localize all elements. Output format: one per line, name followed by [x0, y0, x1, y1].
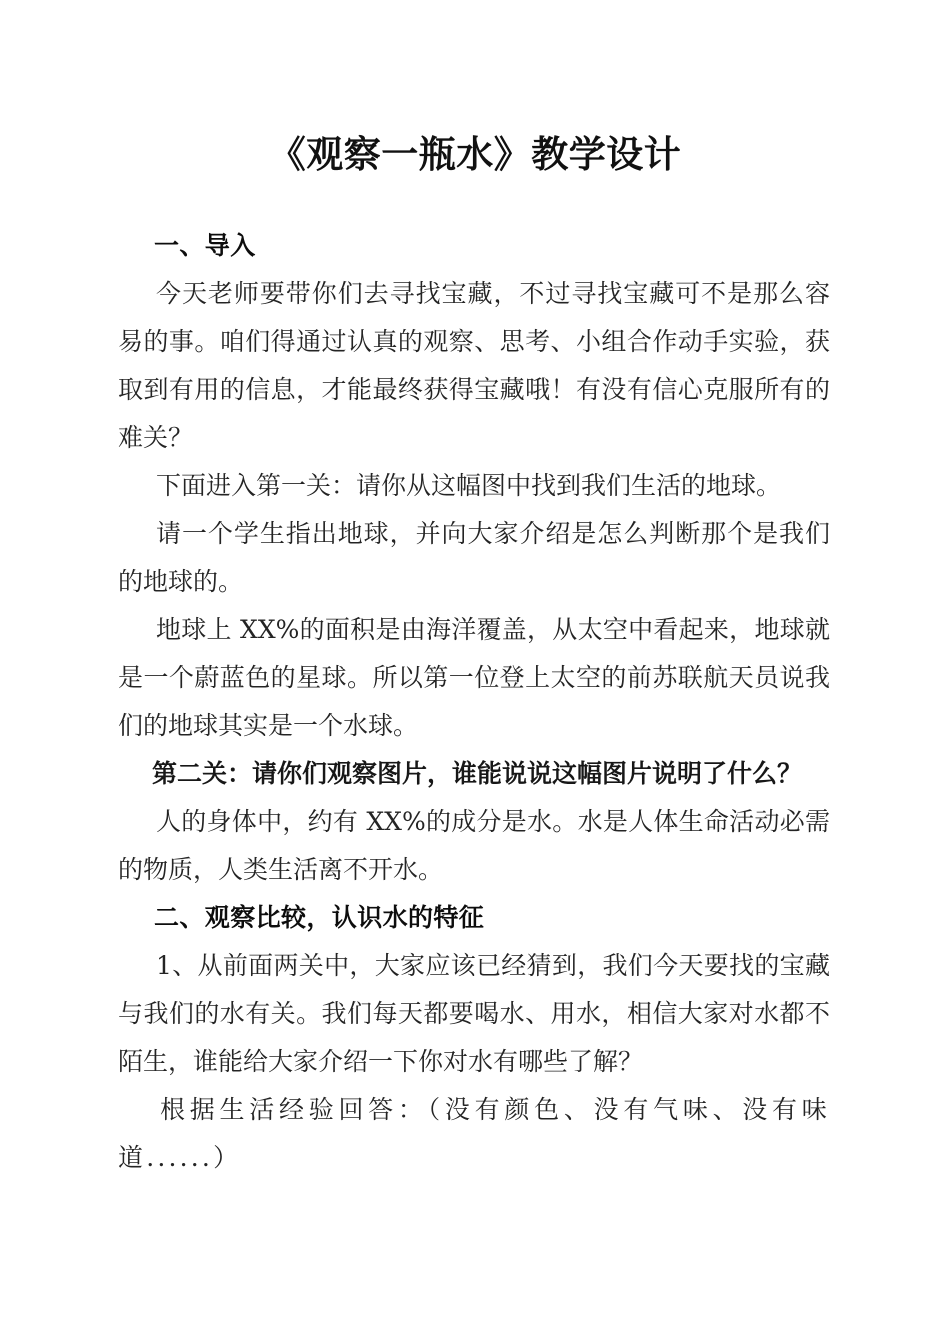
document-body	[118, 222, 830, 1182]
paragraph-1-4: 地球上 XX%的面积是由海洋覆盖，从太空中看起来，地球就是一个蔚蓝色的星球。所以第一位登上太空的前苏联航天员说我们的地球其实是一个水球。	[118, 615, 830, 740]
paragraph-1-6: 人的身体中，约有 XX%的成分是水。水是人体生命活动必需的物质，人类生活离不开水。	[118, 807, 830, 884]
paragraph-1-2: 下面进入第一关：请你从这幅图中找到我们生活的地球。	[156, 471, 782, 500]
page-title: 《观察一瓶水》教学设计	[268, 135, 682, 176]
section-heading-1: 一、导入	[154, 231, 256, 260]
paragraph-2-1: 1、从前面两关中，大家应该已经猜到，我们今天要找的宝藏与我们的水有关。我们每天都要喝水、用水，相信大家对水都不陌生，谁能给大家介绍一下你对水有哪些了解？	[118, 951, 830, 1076]
paragraph-1-3: 请一个学生指出地球，并向大家介绍是怎么判断那个是我们的地球的。	[118, 519, 830, 596]
paragraph-1-1: 今天老师要带你们去寻找宝藏，不过寻找宝藏可不是那么容易的事。咱们得通过认真的观察、思考、小组合作动手实验，获取到有用的信息，才能最终获得宝藏哦！有没有信心克服所有的难关？	[118, 279, 830, 452]
section-heading-2: 二、观察比较，认识水的特征	[154, 903, 485, 932]
paragraph-2-2: 根据生活经验回答：（没有颜色、没有气味、没有味道......）	[118, 1095, 830, 1172]
paragraph-1-5: 第二关：请你们观察图片，谁能说说这幅图片说明了什么？	[152, 759, 803, 788]
